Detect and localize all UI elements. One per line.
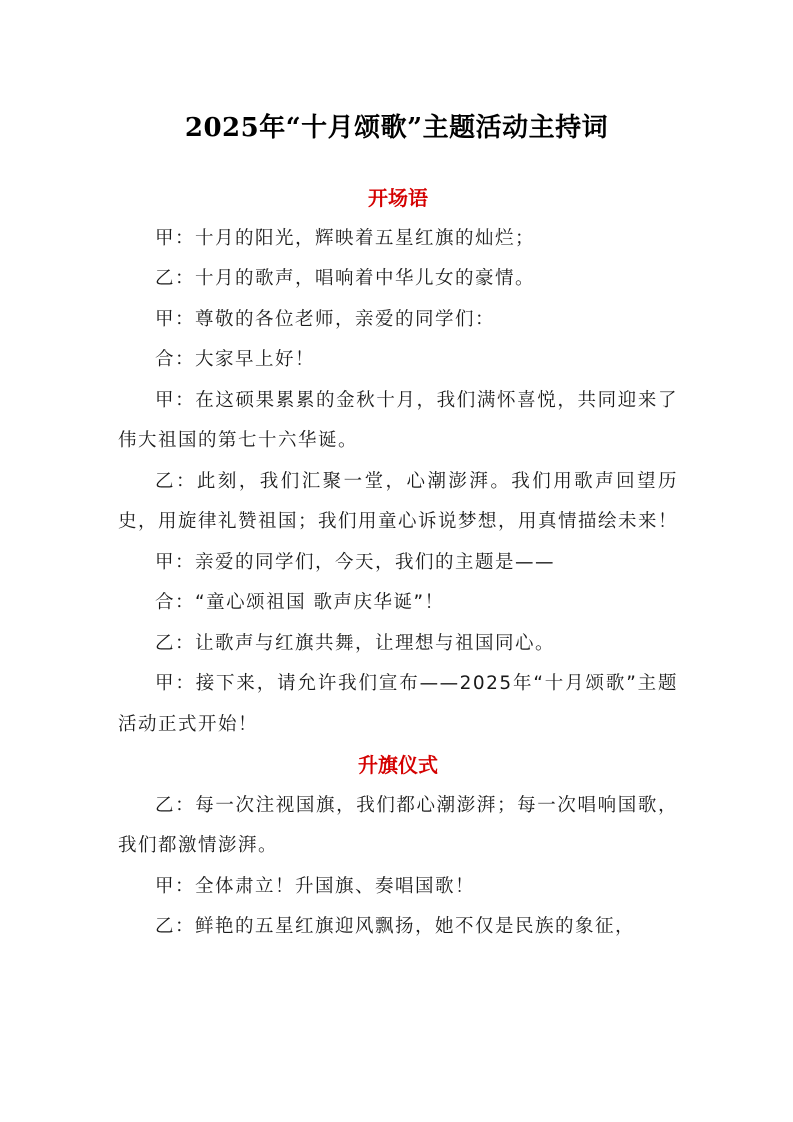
paragraph: 甲：尊敬的各位老师，亲爱的同学们： bbox=[155, 308, 496, 330]
section-heading-opening: 开场语 bbox=[368, 186, 428, 210]
document-title: 2025年“十月颂歌”主题活动主持词 bbox=[184, 113, 609, 143]
paragraph: 甲：接下来，请允许我们宣布——2025年“十月颂歌”主题活动正式开始！ bbox=[118, 673, 678, 735]
section-heading-flag-raising: 升旗仪式 bbox=[358, 753, 438, 777]
paragraph: 甲：全体肃立！升国旗、奏唱国歌！ bbox=[155, 875, 476, 897]
paragraph: 甲：亲爱的同学们，今天，我们的主题是—— bbox=[155, 551, 556, 573]
paragraph: 合：大家早上好！ bbox=[155, 349, 316, 370]
paragraph: 乙：十月的歌声，唱响着中华儿女的豪情。 bbox=[155, 268, 536, 289]
paragraph: 乙：每一次注视国旗，我们都心潮澎湃；每一次唱响国歌，我们都激情澎湃。 bbox=[118, 794, 678, 856]
paragraph: 甲：在这硕果累累的金秋十月，我们满怀喜悦，共同迎来了伟大祖国的第七十六华诞。 bbox=[118, 389, 678, 451]
document-body bbox=[118, 178, 678, 948]
paragraph: 乙：鲜艳的五星红旗迎风飘扬，她不仅是民族的象征， bbox=[155, 916, 636, 937]
paragraph: 甲：十月的阳光，辉映着五星红旗的灿烂； bbox=[155, 227, 536, 249]
paragraph: 合：“童心颂祖国 歌声庆华诞”！ bbox=[155, 592, 445, 613]
paragraph: 乙：此刻，我们汇聚一堂，心潮澎湃。我们用歌声回望历史，用旋律礼赞祖国；我们用童心诉说梦想，用真情描绘未来！ bbox=[118, 470, 679, 532]
paragraph: 乙：让歌声与红旗共舞，让理想与祖国同心。 bbox=[155, 632, 556, 654]
